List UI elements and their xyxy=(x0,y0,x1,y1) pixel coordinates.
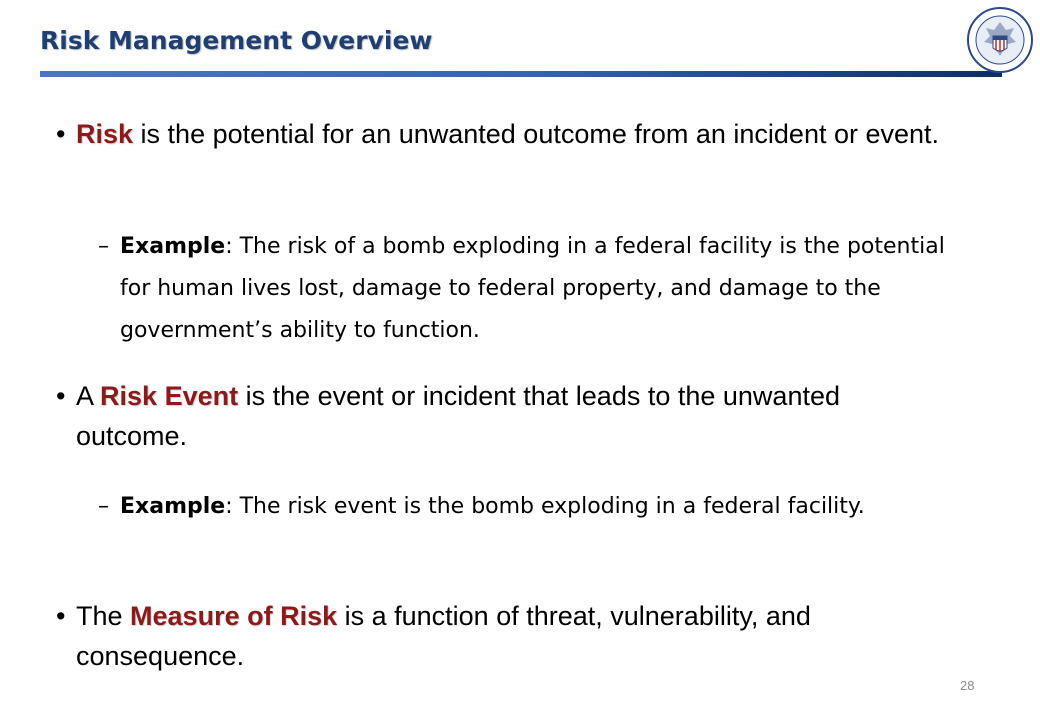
dhs-seal-icon xyxy=(966,6,1034,74)
example-dash: – xyxy=(98,234,109,259)
bullet-text: is the event or incident that leads to the unwanted outcome. xyxy=(76,381,840,451)
bullet-prefix: A xyxy=(76,381,101,411)
bullet-risk xyxy=(56,114,956,154)
bullet-measure-of-risk xyxy=(56,596,956,676)
page-number: 28 xyxy=(960,678,975,693)
example-label: Example xyxy=(120,234,226,259)
bullet-marker: • xyxy=(56,381,66,411)
bullet-text: is the potential for an unwanted outcome from an incident or event. xyxy=(133,119,940,149)
example-text: : The risk event is the bomb exploding in a federal facility. xyxy=(225,494,865,519)
bullet-prefix: The xyxy=(76,601,131,631)
bullet-risk-event xyxy=(56,376,956,456)
example-risk-event xyxy=(98,488,978,526)
bullet-term: Risk Event xyxy=(100,381,239,411)
example-dash: – xyxy=(98,494,109,519)
example-label: Example xyxy=(120,494,226,519)
title-underline-bar xyxy=(40,71,1002,77)
example-text: : The risk of a bomb exploding in a federal facility is the potential for human lives lost, damage to federal property, and damage to the government’s ability to function. xyxy=(120,234,945,343)
bullet-term: Measure of Risk xyxy=(130,601,338,631)
slide-title: Risk Management Overview xyxy=(40,26,433,55)
example-risk xyxy=(98,226,978,352)
bullet-marker: • xyxy=(56,601,66,631)
bullet-term: Risk xyxy=(76,119,134,149)
bullet-text: is a function of threat, vulnerability, and consequence. xyxy=(76,601,811,671)
bullet-marker: • xyxy=(56,119,66,149)
